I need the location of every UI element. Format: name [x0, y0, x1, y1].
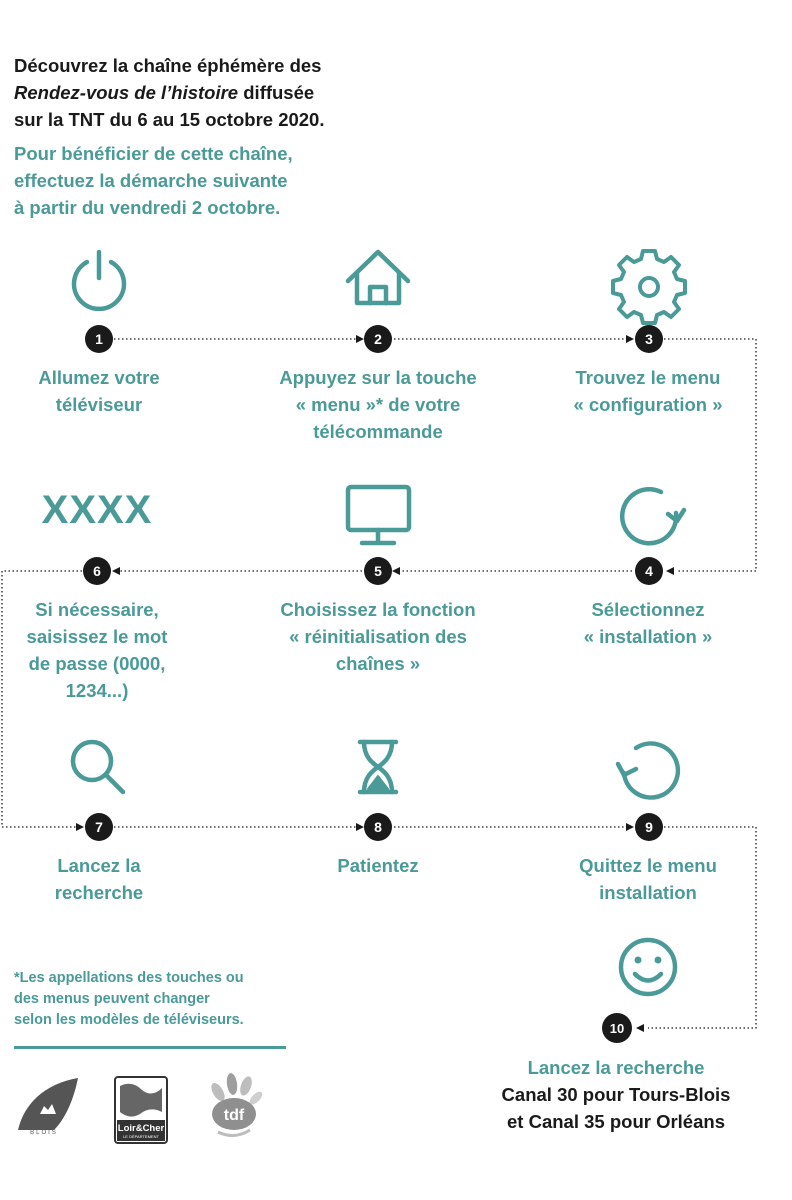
step-badge-5 — [364, 557, 392, 585]
step-badge-7 — [85, 813, 113, 841]
step-6-line-3: de passe (0000, — [28, 653, 166, 674]
intro-line-3: sur la TNT du 6 au 15 octobre 2020. — [14, 109, 325, 130]
final-step — [438, 1054, 792, 1135]
loir-et-cher-logo — [114, 1076, 168, 1144]
step-label-1 — [0, 364, 229, 418]
step-6-line-2: saisissez le mot — [26, 626, 168, 647]
undo-icon — [618, 744, 678, 798]
monitor-icon — [348, 487, 409, 543]
arrowhead — [626, 335, 634, 343]
step-label-2 — [248, 364, 508, 445]
svg-text:BLOIS: BLOIS — [30, 1130, 58, 1136]
step-badge-1 — [85, 325, 113, 353]
svg-text:3: 3 — [645, 331, 653, 347]
home-icon — [348, 252, 408, 303]
gear-icon — [613, 251, 685, 323]
intro-line-2-rest: diffusée — [238, 82, 315, 103]
svg-text:5: 5 — [374, 563, 382, 579]
step-label-5 — [248, 596, 508, 677]
step-label-9 — [518, 852, 778, 906]
step-9-line-1: Quittez le menu — [579, 855, 717, 876]
step-badge-9 — [635, 813, 663, 841]
footnote-line-1: *Les appellations des touches ou — [14, 970, 244, 986]
svg-text:6: 6 — [93, 563, 101, 579]
channel-tours-blois: Canal 30 pour Tours-Blois — [501, 1084, 731, 1105]
step-3-line-2: « configuration » — [573, 394, 723, 415]
footnote — [14, 968, 244, 1031]
step-5-line-2: « réinitialisation des — [289, 626, 467, 647]
step-4-line-2: « installation » — [583, 626, 713, 647]
password-icon: XXXX — [41, 488, 153, 532]
step-6-line-1: Si nécessaire, — [35, 599, 159, 620]
step-3-line-1: Trouvez le menu — [575, 367, 721, 388]
power-icon — [74, 252, 124, 309]
step-2-line-2: « menu »* de votre — [295, 394, 461, 415]
step-label-8 — [248, 852, 508, 879]
step-badge-2 — [364, 325, 392, 353]
hourglass-icon — [360, 742, 396, 792]
intro-teal-line-2: effectuez la démarche suivante — [14, 170, 288, 191]
svg-text:Loir&Cher: Loir&Cher — [117, 1123, 165, 1134]
step-badge-8 — [364, 813, 392, 841]
svg-text:2: 2 — [374, 331, 382, 347]
svg-text:4: 4 — [645, 563, 653, 579]
step-5-line-3: chaînes » — [335, 653, 421, 674]
svg-text:LE DÉPARTEMENT: LE DÉPARTEMENT — [123, 1134, 159, 1139]
arrowhead — [356, 335, 364, 343]
step-badge-3 — [635, 325, 663, 353]
blois-logo — [14, 1074, 82, 1136]
step-label-3 — [518, 364, 778, 418]
step-7-line-2: recherche — [54, 882, 144, 903]
arrowhead — [76, 823, 84, 831]
svg-text:10: 10 — [609, 1021, 625, 1036]
step-8-line-1: Patientez — [337, 855, 419, 876]
arrowhead — [356, 823, 364, 831]
step-badge-10 — [602, 1013, 632, 1043]
footer-divider — [14, 1046, 286, 1049]
arrowhead — [626, 823, 634, 831]
smiley-icon — [621, 940, 675, 994]
svg-text:9: 9 — [645, 819, 653, 835]
step-label-7 — [0, 852, 229, 906]
event-name: Rendez-vous de l’histoire — [14, 82, 239, 103]
step-5-line-1: Choisissez la fonction — [280, 599, 476, 620]
step-9-line-2: installation — [599, 882, 697, 903]
svg-text:8: 8 — [374, 819, 382, 835]
final-step-label: Lancez la recherche — [527, 1057, 705, 1078]
footnote-line-2: des menus peuvent changer — [14, 991, 210, 1007]
step-7-line-1: Lancez la — [57, 855, 141, 876]
arrowhead — [112, 567, 120, 575]
intro-line-1: Découvrez la chaîne éphémère des — [14, 55, 322, 76]
step-label-4 — [518, 596, 778, 650]
step-6-line-4: 1234...) — [65, 680, 129, 701]
step-badge-4 — [635, 557, 663, 585]
channel-orleans: et Canal 35 pour Orléans — [507, 1111, 725, 1132]
arrowhead — [392, 567, 400, 575]
svg-text:tdf: tdf — [223, 1107, 245, 1124]
arrowhead — [666, 567, 674, 575]
step-label-6 — [0, 596, 227, 704]
step-4-line-1: Sélectionnez — [591, 599, 705, 620]
step-1-line-2: téléviseur — [55, 394, 143, 415]
footnote-line-3: selon les modèles de téléviseurs. — [14, 1012, 244, 1028]
svg-text:1: 1 — [95, 331, 103, 347]
step-2-line-1: Appuyez sur la touche — [279, 367, 477, 388]
search-icon — [73, 742, 123, 792]
step-2-line-3: télécommande — [313, 421, 443, 442]
step-1-line-1: Allumez votre — [38, 367, 160, 388]
intro-teal-line-1: Pour bénéficier de cette chaîne, — [14, 143, 293, 164]
tdf-logo — [204, 1070, 266, 1140]
intro-teal-line-3: à partir du vendredi 2 octobre. — [14, 197, 281, 218]
svg-text:7: 7 — [95, 819, 103, 835]
step-badge-6 — [83, 557, 111, 585]
arrowhead — [636, 1024, 644, 1032]
refresh-icon — [622, 489, 684, 543]
